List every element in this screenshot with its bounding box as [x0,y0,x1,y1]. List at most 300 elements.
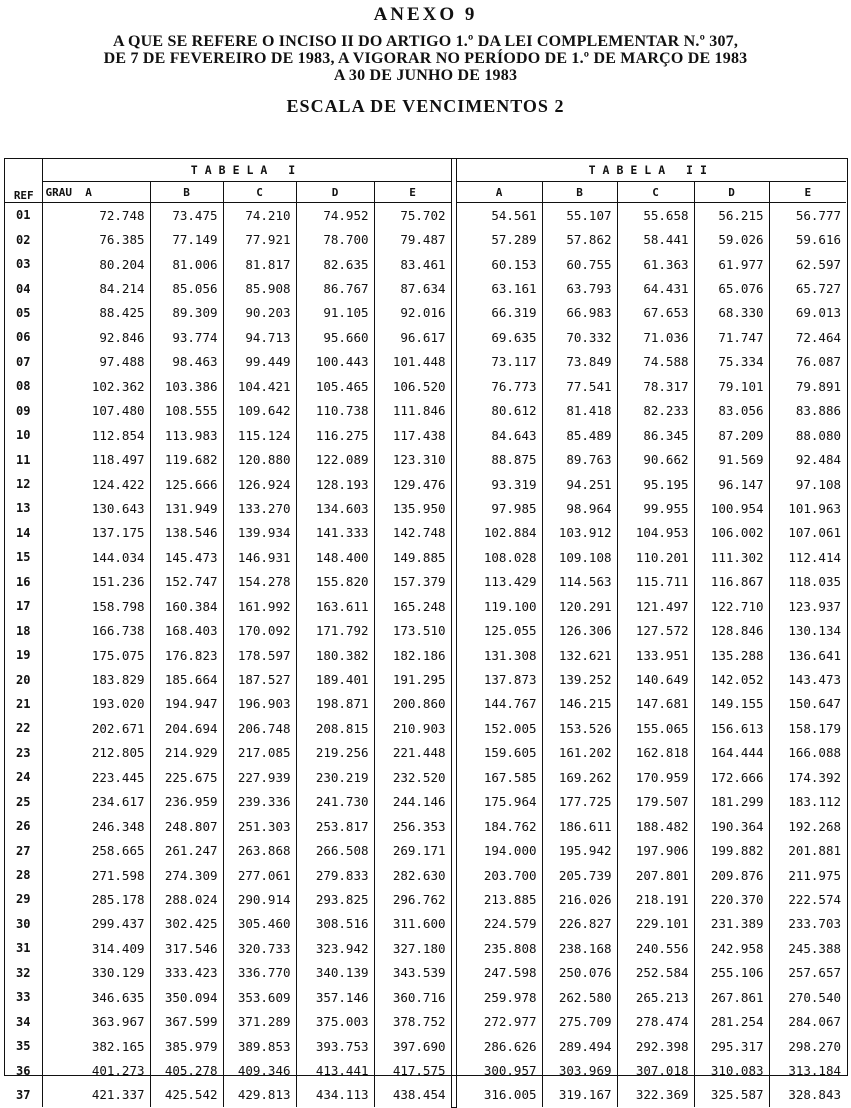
value-cell: 296.762 [374,887,451,911]
value-cell: 92.016 [374,301,451,325]
value-cell: 207.801 [617,863,694,887]
value-cell: 182.186 [374,643,451,667]
value-cell: 360.716 [374,985,451,1009]
value-cell: 77.149 [150,227,223,251]
value-cell: 185.664 [150,667,223,691]
table-row [5,1009,846,1033]
value-cell: 328.843 [788,1087,841,1103]
value-cell: 146.931 [223,545,296,569]
value-cell: 385.979 [150,1034,223,1058]
value-cell: 269.171 [374,838,451,862]
value-cell: 161.202 [542,741,617,765]
value-cell: 78.317 [617,374,694,398]
value-cell: 149.155 [694,692,769,716]
value-cell: 117.438 [374,423,451,447]
value-cell: 308.516 [296,912,374,936]
table-row [5,350,846,374]
ref-cell: 22 [5,716,42,740]
value-cell: 97.108 [795,476,841,492]
value-cell: 73.117 [456,350,542,374]
table-row [5,618,846,642]
value-cell: 135.288 [694,643,769,667]
table-row [5,814,846,838]
value-cell: 90.203 [223,301,296,325]
value-cell: 112.414 [788,549,841,565]
value-cell: 242.958 [694,936,769,960]
value-cell: 126.306 [542,618,617,642]
value-cell: 277.061 [223,863,296,887]
value-cell: 151.236 [42,570,150,594]
value-cell: 238.168 [542,936,617,960]
value-cell: 109.108 [542,545,617,569]
value-cell: 61.977 [694,252,769,276]
value-cell: 109.642 [223,399,296,423]
value-cell: 256.353 [374,814,451,838]
value-cell: 218.191 [617,887,694,911]
tabela-1-title: TABELA I [42,159,451,182]
column-header: C [617,182,694,203]
value-cell: 314.409 [42,936,150,960]
value-cell: 194.947 [150,692,223,716]
value-cell: 346.635 [42,985,150,1009]
value-cell: 82.233 [617,399,694,423]
value-cell: 186.611 [542,814,617,838]
table-row [5,887,846,911]
value-cell: 189.401 [296,667,374,691]
value-cell: 206.748 [223,716,296,740]
value-cell: 322.369 [617,1083,694,1107]
ref-cell: 20 [5,667,42,691]
value-cell: 73.849 [542,350,617,374]
value-cell: 229.101 [617,912,694,936]
value-cell: 148.400 [296,545,374,569]
ref-cell: 21 [5,692,42,716]
value-cell: 272.977 [456,1009,542,1033]
value-cell: 320.733 [223,936,296,960]
value-cell: 171.792 [296,618,374,642]
value-cell: 69.013 [795,305,841,321]
subtitle-line: A 30 DE JUNHO DE 1983 [333,67,518,84]
value-cell: 282.630 [374,863,451,887]
value-cell: 60.153 [456,252,542,276]
value-cell: 79.101 [694,374,769,398]
column-header [42,182,150,203]
value-cell: 118.497 [42,447,150,471]
ref-cell: 30 [5,912,42,936]
value-cell: 72.748 [42,203,150,228]
value-cell: 417.575 [374,1058,451,1082]
value-cell: 60.755 [542,252,617,276]
value-cell: 246.348 [42,814,150,838]
table-row [5,203,846,228]
value-cell: 130.134 [788,623,841,639]
value-cell: 203.700 [456,863,542,887]
table-row [5,765,846,789]
ref-cell: 35 [5,1034,42,1058]
value-cell: 75.702 [374,203,451,228]
value-cell: 84.214 [42,276,150,300]
value-cell: 56.215 [694,203,769,228]
value-cell: 330.129 [42,961,150,985]
table-row [5,667,846,691]
value-cell: 389.853 [223,1034,296,1058]
table-row [5,985,846,1009]
value-cell: 101.963 [788,500,841,516]
value-cell: 198.871 [296,692,374,716]
value-cell: 192.268 [788,818,841,834]
value-cell: 165.248 [374,594,451,618]
value-cell: 233.703 [788,916,841,932]
value-cell: 94.713 [223,325,296,349]
value-cell: 168.403 [150,618,223,642]
value-cell: 108.028 [456,545,542,569]
value-cell: 234.617 [42,790,150,814]
value-cell: 121.497 [617,594,694,618]
ref-cell: 25 [5,790,42,814]
value-cell: 205.739 [542,863,617,887]
value-cell: 300.957 [456,1058,542,1082]
value-cell: 61.363 [617,252,694,276]
value-cell: 63.161 [456,276,542,300]
value-cell: 371.289 [223,1009,296,1033]
table-row [5,301,846,325]
value-cell: 141.333 [296,521,374,545]
value-cell: 139.252 [542,667,617,691]
value-cell: 102.884 [456,521,542,545]
value-cell: 119.100 [456,594,542,618]
value-cell: 77.541 [542,374,617,398]
value-cell: 319.167 [542,1083,617,1107]
value-cell: 71.036 [617,325,694,349]
value-cell: 74.952 [296,203,374,228]
ref-cell: 23 [5,741,42,765]
ref-cell: 04 [5,276,42,300]
ref-cell: 18 [5,618,42,642]
value-cell: 231.389 [694,912,769,936]
value-cell: 299.437 [42,912,150,936]
value-cell: 217.085 [223,741,296,765]
value-cell: 232.520 [374,765,451,789]
value-cell: 57.289 [456,227,542,251]
value-cell: 375.003 [296,1009,374,1033]
value-cell: 97.488 [42,350,150,374]
value-cell: 92.846 [42,325,150,349]
value-cell: 88.875 [456,447,542,471]
ref-cell: 16 [5,570,42,594]
value-cell: 145.473 [150,545,223,569]
value-cell: 118.035 [788,574,841,590]
value-cell: 378.752 [374,1009,451,1033]
value-cell: 139.934 [223,521,296,545]
value-cell: 258.665 [42,838,150,862]
value-cell: 59.026 [694,227,769,251]
salary-table-frame [4,158,848,1103]
salary-table [5,159,846,1108]
value-cell: 89.309 [150,301,223,325]
value-cell: 125.055 [456,618,542,642]
value-cell: 72.464 [795,329,841,345]
value-cell: 94.251 [542,472,617,496]
value-cell: 316.005 [456,1083,542,1107]
column-header: B [150,182,223,203]
ref-cell: 33 [5,985,42,1009]
table-row [5,447,846,471]
value-cell: 271.598 [42,863,150,887]
value-cell: 305.460 [223,912,296,936]
value-cell: 76.087 [795,354,841,370]
table-row [5,1083,846,1107]
value-cell: 434.113 [296,1083,374,1107]
value-cell: 162.818 [617,741,694,765]
value-cell: 106.520 [374,374,451,398]
value-cell: 210.903 [374,716,451,740]
ref-cell: 12 [5,472,42,496]
value-cell: 88.080 [795,427,841,443]
value-cell: 124.422 [42,472,150,496]
value-cell: 209.876 [694,863,769,887]
value-cell: 67.653 [617,301,694,325]
value-cell: 363.967 [42,1009,150,1033]
value-cell: 187.527 [223,667,296,691]
table-row [5,545,846,569]
table-row [5,716,846,740]
value-cell: 58.441 [617,227,694,251]
value-cell: 285.178 [42,887,150,911]
value-cell: 170.092 [223,618,296,642]
value-cell: 382.165 [42,1034,150,1058]
value-cell: 144.767 [456,692,542,716]
value-cell: 68.330 [694,301,769,325]
value-cell: 54.561 [456,203,542,228]
value-cell: 149.885 [374,545,451,569]
value-cell: 188.482 [617,814,694,838]
table-row [5,1034,846,1058]
value-cell: 102.362 [42,374,150,398]
table-row [5,838,846,862]
value-cell: 279.833 [296,863,374,887]
table-row [5,570,846,594]
value-cell: 125.666 [150,472,223,496]
value-cell: 95.660 [296,325,374,349]
value-cell: 303.969 [542,1058,617,1082]
ref-cell: 07 [5,350,42,374]
value-cell: 142.748 [374,521,451,545]
value-cell: 130.643 [42,496,150,520]
value-cell: 275.709 [542,1009,617,1033]
value-cell: 85.489 [542,423,617,447]
value-cell: 66.983 [542,301,617,325]
value-cell: 83.886 [795,403,841,419]
value-cell: 278.474 [617,1009,694,1033]
table-row [5,252,846,276]
value-cell: 211.975 [788,867,841,883]
value-cell: 103.386 [150,374,223,398]
value-cell: 89.763 [542,447,617,471]
value-cell: 311.600 [374,912,451,936]
value-cell: 55.658 [617,203,694,228]
value-cell: 113.983 [150,423,223,447]
value-cell: 150.647 [788,696,841,712]
column-header-row [5,182,846,203]
value-cell: 438.454 [374,1083,451,1107]
value-cell: 88.425 [42,301,150,325]
value-cell: 175.075 [42,643,150,667]
value-cell: 86.345 [617,423,694,447]
value-cell: 425.542 [150,1083,223,1107]
value-cell: 142.052 [694,667,769,691]
value-cell: 80.612 [456,399,542,423]
value-cell: 259.978 [456,985,542,1009]
value-cell: 108.555 [150,399,223,423]
table-row [5,472,846,496]
value-cell: 132.621 [542,643,617,667]
grau-label: GRAU [45,185,72,199]
value-cell: 81.006 [150,252,223,276]
value-cell: 199.882 [694,838,769,862]
value-cell: 193.020 [42,692,150,716]
value-cell: 214.929 [150,741,223,765]
value-cell: 100.443 [296,350,374,374]
ref-cell: 03 [5,252,42,276]
value-cell: 325.587 [694,1083,769,1107]
ref-cell: 37 [5,1083,42,1107]
value-cell: 302.425 [150,912,223,936]
value-cell: 91.569 [694,447,769,471]
value-cell: 122.089 [296,447,374,471]
value-cell: 111.846 [374,399,451,423]
value-cell: 114.563 [542,570,617,594]
value-cell: 172.666 [694,765,769,789]
value-cell: 98.463 [150,350,223,374]
value-cell: 204.694 [150,716,223,740]
value-cell: 200.860 [374,692,451,716]
value-cell: 286.626 [456,1034,542,1058]
value-cell: 137.873 [456,667,542,691]
table-row [5,594,846,618]
table-row [5,741,846,765]
table-row [5,961,846,985]
value-cell: 137.175 [42,521,150,545]
value-cell: 87.209 [694,423,769,447]
ref-cell: 06 [5,325,42,349]
ref-cell: 36 [5,1058,42,1082]
value-cell: 62.597 [795,256,841,272]
value-cell: 79.891 [795,378,841,394]
value-cell: 241.730 [296,790,374,814]
value-cell: 295.317 [694,1034,769,1058]
value-cell: 357.146 [296,985,374,1009]
value-cell: 119.682 [150,447,223,471]
value-cell: 133.951 [617,643,694,667]
value-cell: 289.494 [542,1034,617,1058]
value-cell: 74.210 [223,203,296,228]
value-cell: 112.854 [42,423,150,447]
value-cell: 126.924 [223,472,296,496]
value-cell: 152.005 [456,716,542,740]
value-cell: 113.429 [456,570,542,594]
value-cell: 367.599 [150,1009,223,1033]
value-cell: 106.002 [694,521,769,545]
table-row [5,912,846,936]
value-cell: 340.139 [296,961,374,985]
ref-header-cell [5,159,42,182]
value-cell: 104.421 [223,374,296,398]
value-cell: 252.584 [617,961,694,985]
column-letter: A [85,185,92,199]
value-cell: 90.662 [617,447,694,471]
table-row [5,936,846,960]
value-cell: 263.868 [223,838,296,862]
ref-cell: 26 [5,814,42,838]
value-cell: 220.370 [694,887,769,911]
table-title-row [5,159,846,182]
value-cell: 175.964 [456,790,542,814]
value-cell: 134.603 [296,496,374,520]
value-cell: 56.777 [795,207,841,223]
value-cell: 170.959 [617,765,694,789]
value-cell: 292.398 [617,1034,694,1058]
value-cell: 57.862 [542,227,617,251]
table-row [5,1058,846,1082]
value-cell: 250.076 [542,961,617,985]
ref-cell: 24 [5,765,42,789]
value-cell: 317.546 [150,936,223,960]
page-subtitle [0,33,851,84]
value-cell: 235.808 [456,936,542,960]
value-cell: 104.953 [617,521,694,545]
value-cell: 236.959 [150,790,223,814]
value-cell: 154.278 [223,570,296,594]
ref-cell: 11 [5,447,42,471]
value-cell: 123.937 [788,598,841,614]
ref-cell: 08 [5,374,42,398]
value-cell: 76.385 [42,227,150,251]
value-cell: 123.310 [374,447,451,471]
tabela-2-title: TABELA II [456,159,846,182]
value-cell: 140.649 [617,667,694,691]
value-cell: 144.034 [42,545,150,569]
ref-cell: 17 [5,594,42,618]
ref-cell: 19 [5,643,42,667]
column-header: D [296,182,374,203]
ref-cell: 09 [5,399,42,423]
column-header: B [542,182,617,203]
value-cell: 212.805 [42,741,150,765]
value-cell: 98.964 [542,496,617,520]
value-cell: 120.880 [223,447,296,471]
value-cell: 405.278 [150,1058,223,1082]
page-title: ANEXO 9 [373,4,478,25]
value-cell: 195.942 [542,838,617,862]
table-row [5,863,846,887]
value-cell: 298.270 [788,1038,841,1054]
ref-cell: 29 [5,887,42,911]
value-cell: 110.201 [617,545,694,569]
value-cell: 86.767 [296,276,374,300]
value-cell: 156.613 [694,716,769,740]
value-cell: 401.273 [42,1058,150,1082]
subtitle-line: DE 7 DE FEVEREIRO DE 1983, A VIGORAR NO PERÍODO DE 1.º DE MARÇO DE 1983 [103,50,748,67]
value-cell: 265.213 [617,985,694,1009]
value-cell: 179.507 [617,790,694,814]
value-cell: 87.634 [374,276,451,300]
value-cell: 133.270 [223,496,296,520]
value-cell: 70.332 [542,325,617,349]
value-cell: 85.908 [223,276,296,300]
value-cell: 82.635 [296,252,374,276]
ref-cell: 02 [5,227,42,251]
value-cell: 159.605 [456,741,542,765]
